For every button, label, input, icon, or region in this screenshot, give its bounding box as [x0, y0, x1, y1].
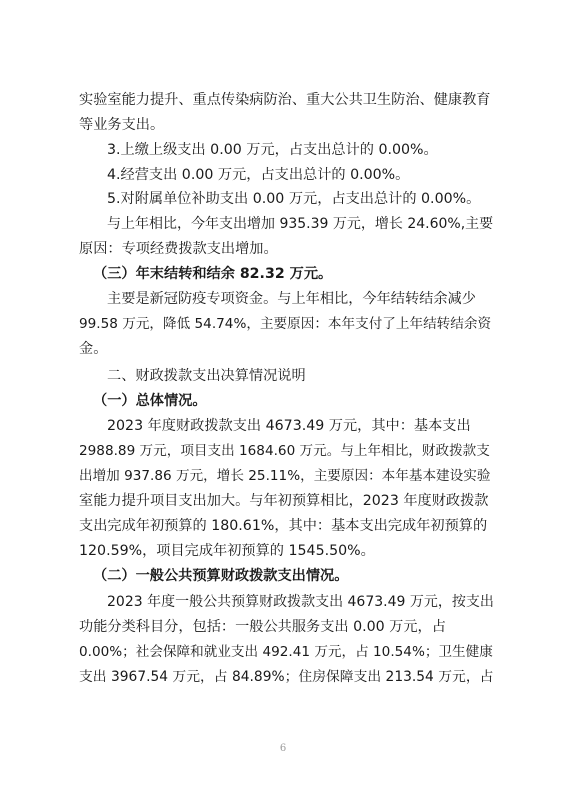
body-text-line: 3.上缴上级支出 0.00 万元，占支出总计的 0.00%。: [107, 142, 438, 158]
body-text-line: 支出 3967.54 万元，占 84.89%；住房保障支出 213.54 万元，占: [79, 669, 494, 685]
body-text-line: 等业务支出。: [79, 117, 165, 133]
body-text-line: 金。: [79, 341, 108, 357]
body-text-line: 0.00%；社会保障和就业支出 492.41 万元，占 10.54%；卫生健康: [79, 644, 493, 660]
body-text-line: 2023 年度一般公共预算财政拨款支出 4673.49 万元，按支出: [107, 594, 494, 610]
body-text-line: 功能分类科目分，包括：一般公共服务支出 0.00 万元，占: [79, 619, 446, 635]
section-heading: （一）总体情况。: [93, 393, 207, 409]
body-text-line: 99.58 万元，降低 54.74%，主要原因：本年支付了上年结转结余资: [79, 316, 492, 332]
body-text-line: 4.经营支出 0.00 万元，占支出总计的 0.00%。: [107, 167, 410, 183]
body-text-line: 与上年相比，今年支出增加 935.39 万元，增长 24.60%,主要: [107, 216, 494, 232]
body-text-line: 2023 年度财政拨款支出 4673.49 万元，其中：基本支出: [107, 418, 471, 434]
body-text-line: 室能力提升项目支出加大。与年初预算相比，2023 年度财政拨款: [79, 493, 489, 509]
section-heading: （二）一般公共预算财政拨款支出情况。: [93, 568, 349, 584]
section-heading: （三）年末结转和结余 82.32 万元。: [93, 266, 333, 282]
body-text-line: 实验室能力提升、重点传染病防治、重大公共卫生防治、健康教育: [79, 92, 491, 108]
section-heading: 二、财政拨款支出决算情况说明: [107, 368, 306, 384]
body-text-line: 120.59%，项目完成年初预算的 1545.50%。: [79, 543, 375, 559]
body-text-line: 出增加 937.86 万元，增长 25.11%，主要原因：本年基本建设实验: [79, 468, 491, 484]
body-text-line: 支出完成年初预算的 180.61%，其中：基本支出完成年初预算的: [79, 518, 488, 534]
page-number: 6: [279, 743, 287, 754]
body-text-line: 5.对附属单位补助支出 0.00 万元，占支出总计的 0.00%。: [107, 191, 481, 207]
body-text-line: 原因：专项经费拨款支出增加。: [79, 241, 278, 257]
body-text-line: 2988.89 万元，项目支出 1684.60 万元。与上年相比，财政拨款支: [79, 443, 490, 459]
body-text-line: 主要是新冠防疫专项资金。与上年相比，今年结转结余减少: [107, 291, 476, 307]
